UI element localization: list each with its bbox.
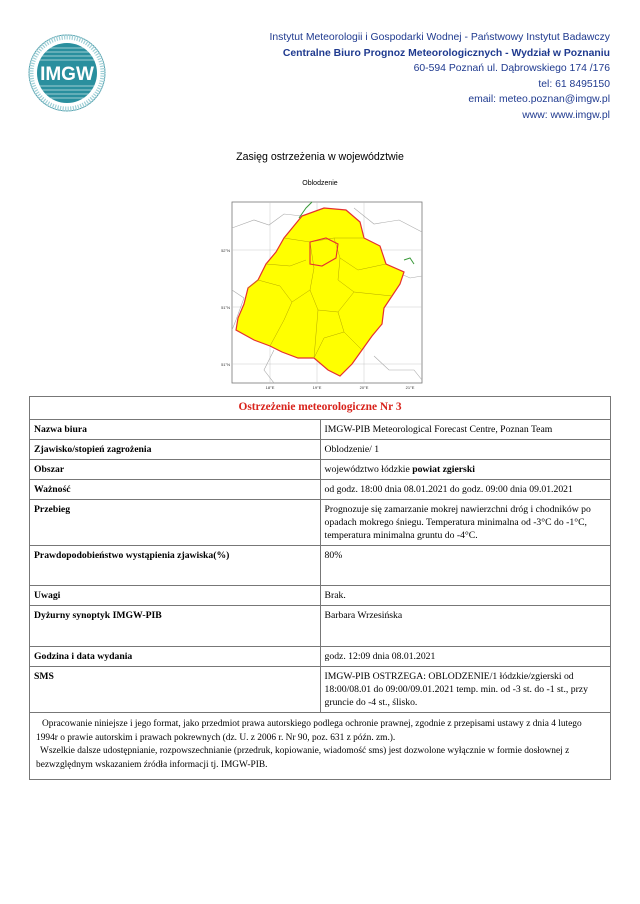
row-label: Przebieg (30, 500, 321, 546)
institute-name: Instytut Meteorologii i Gospodarki Wodnej - Państwowy Instytut Badawczy (269, 32, 610, 43)
row-label: Godzina i data wydania (30, 647, 321, 667)
row-value: Prognozuje się zamarzanie mokrej nawierzchni dróg i chodników po opadach mokrego śniegu. Temperatura minimalna od -3°C do -1°C, temperatura minimalna gruntu do -4°C. (320, 500, 611, 546)
y-tick-label: 52°N (221, 248, 230, 253)
row-label: SMS (30, 667, 321, 713)
table-row (30, 667, 611, 713)
table-row (30, 647, 611, 667)
distribution-paragraph: Wszelkie dalsze udostępnianie, rozpowszechnianie (przedruk, kopiowanie, wiadomość sms) jest dozwolone wyłącznie w formie dosłownej z bezwzględnym wskazaniem źródła informacji tj. IMGW-PIB. (36, 746, 570, 770)
table-row (30, 500, 611, 546)
table-row (30, 546, 611, 586)
x-tick-label: 20°E (359, 385, 369, 390)
x-tick-label: 21°E (405, 385, 415, 390)
row-value: 80% (320, 546, 611, 586)
y-tick-label: 51°N (221, 362, 230, 367)
table-row (30, 460, 611, 480)
row-value: Barbara Wrzesińska (320, 606, 611, 647)
row-value: godz. 12:09 dnia 08.01.2021 (320, 647, 611, 667)
row-value (320, 460, 611, 480)
area-district: powiat zgierski (412, 464, 475, 475)
warning-table (29, 396, 611, 780)
x-tick-label: 19°E (312, 385, 322, 390)
row-label: Obszar (30, 460, 321, 480)
table-title-row (30, 397, 611, 420)
copyright-paragraph: Opracowanie niniejsze i jego format, jako przedmiot prawa autorskiego podlega ochronie prawnej, zgodnie z przepisami ustawy z dnia 4 lutego 1994r o prawie autorskim i prawach pokrewnych (dz. U. z 2006 r. Nr 90, poz. 631 z późn. zm.). (36, 719, 582, 743)
row-label: Uwagi (30, 586, 321, 606)
map-section-title: Zasięg ostrzeżenia w województwie (236, 151, 404, 163)
table-row (30, 480, 611, 500)
row-label: Ważność (30, 480, 321, 500)
warning-map (214, 180, 426, 398)
address: 60-594 Poznań ul. Dąbrowskiego 174 /176 (413, 63, 610, 74)
copyright-notice (30, 713, 611, 780)
email: email: meteo.poznan@imgw.pl (468, 94, 610, 105)
warning-title: Ostrzeżenie meteorologiczne Nr 3 (30, 397, 611, 420)
logo-text: IMGW (40, 64, 94, 85)
imgw-logo (28, 34, 106, 112)
area-voivodeship: województwo łódzkie (324, 464, 413, 475)
row-label: Nazwa biura (30, 420, 321, 440)
table-row (30, 420, 611, 440)
row-label: Dyżurny synoptyk IMGW-PIB (30, 606, 321, 647)
row-value: IMGW-PIB OSTRZEGA: OBLODZENIE/1 łódzkie/zgierski od 18:00/08.01 do 09:00/09.01.2021 temp. min. od -3 st. do -1 st., przy gruncie do -4 st., ślisko. (320, 667, 611, 713)
row-value: od godz. 18:00 dnia 08.01.2021 do godz. 09:00 dnia 09.01.2021 (320, 480, 611, 500)
footer-row (30, 713, 611, 780)
table-row (30, 606, 611, 647)
row-value: Oblodzenie/ 1 (320, 440, 611, 460)
row-label: Prawdopodobieństwo wystąpienia zjawiska(%) (30, 546, 321, 586)
table-row (30, 440, 611, 460)
table-row (30, 586, 611, 606)
row-value: IMGW-PIB Meteorological Forecast Centre, Poznan Team (320, 420, 611, 440)
y-tick-label: 51°N (221, 305, 230, 310)
row-value: Brak. (320, 586, 611, 606)
institute-header (230, 30, 610, 123)
map-label: Oblodzenie (302, 180, 338, 187)
x-tick-label: 18°E (265, 385, 275, 390)
bureau-name: Centralne Biuro Prognoz Meteorologicznych - Wydział w Poznaniu (282, 47, 610, 59)
website: www: www.imgw.pl (522, 109, 610, 121)
row-label: Zjawisko/stopień zagrożenia (30, 440, 321, 460)
phone: tel: 61 8495150 (538, 78, 610, 90)
